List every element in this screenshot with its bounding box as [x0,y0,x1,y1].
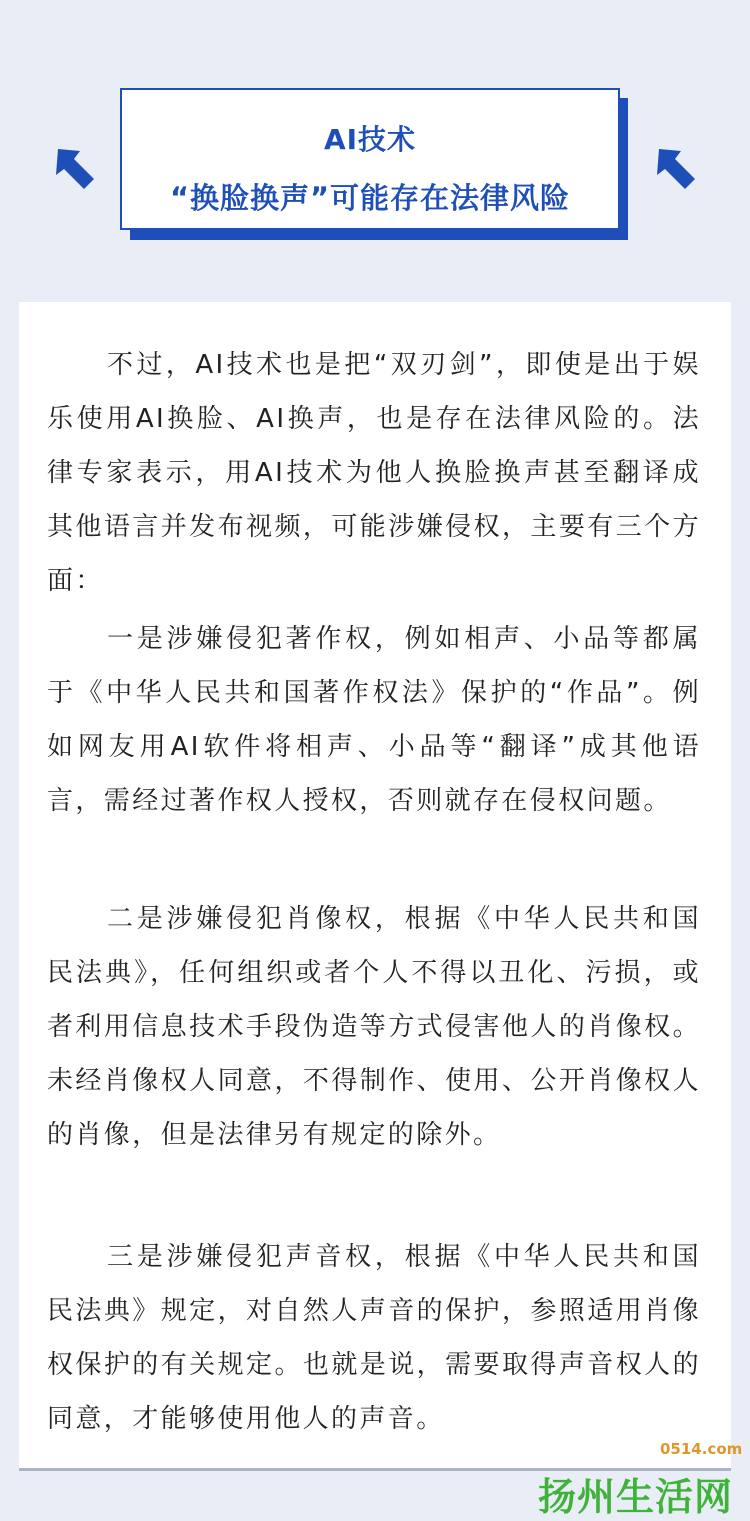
article-paragraph-1: 不过，AI技术也是把“双刃剑”，即使是出于娱乐使用AI换脸、AI换声，也是存在法律风险的。法律专家表示，用AI技术为他人换脸换声甚至翻译成其他语言并发布视频，可能涉嫌侵权，主要有三个方面： [47,350,701,596]
title-frame [120,88,620,230]
article-paragraph-3: 二是涉嫌侵犯肖像权，根据《中华人民共和国民法典》，任何组织或者个人不得以丑化、污损，或者利用信息技术手段伪造等方式侵害他人的肖像权。未经肖像权人同意，不得制作、使用、公开肖像权人的肖像，但是法律另有规定的除外。 [47,904,701,1150]
diagonal-arrow-left-icon [44,145,104,193]
watermark-url: 0514.com [660,1440,743,1458]
watermark-logo-text: 扬州生活网 [538,1475,734,1519]
article-paragraph-2: 一是涉嫌侵犯著作权，例如相声、小品等都属于《中华人民共和国著作权法》保护的“作品”。例如网友用AI软件将相声、小品等“翻译”成其他语言，需经过著作权人授权，否则就存在侵权问题。 [47,624,701,816]
article-paragraph-4: 三是涉嫌侵犯声音权，根据《中华人民共和国民法典》规定，对自然人声音的保护，参照适用肖像权保护的有关规定。也就是说，需要取得声音权人的同意，才能够使用他人的声音。 [47,1242,701,1434]
page-title-line2: “换脸换声”可能存在法律风险 [169,181,571,215]
diagonal-arrow-right-icon [645,145,705,193]
article-card [19,302,731,1470]
page-title-line1: AI技术 [323,123,417,156]
